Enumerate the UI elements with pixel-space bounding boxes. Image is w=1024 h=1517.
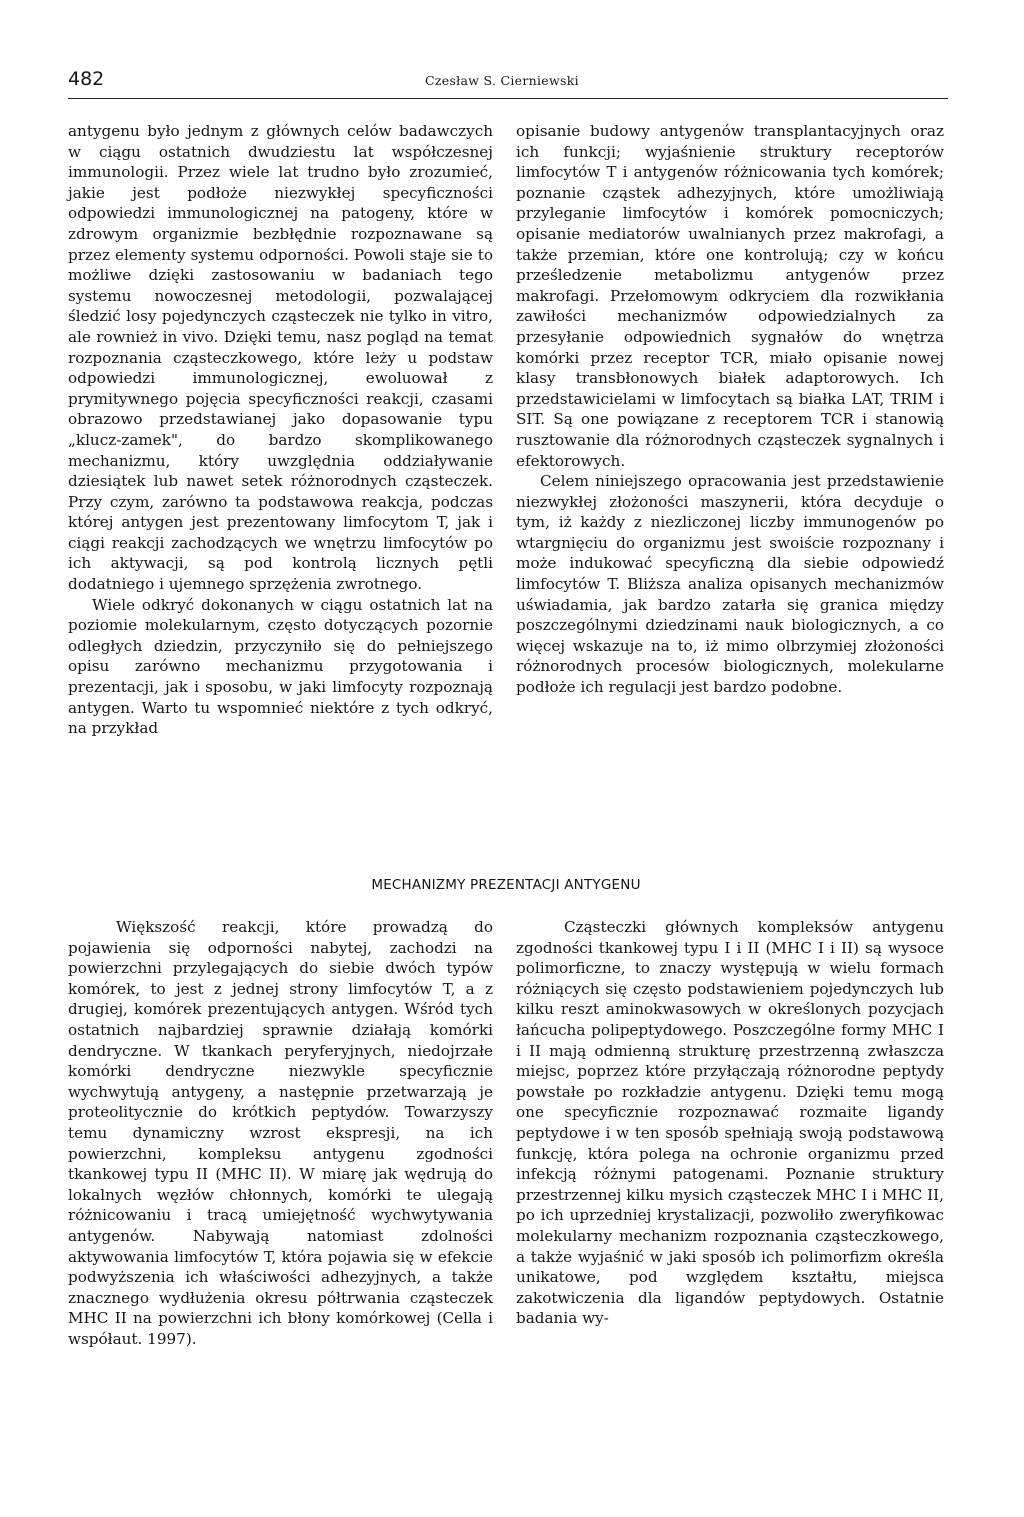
running-head-author: Czesław S. Cierniewski <box>425 73 579 88</box>
column-top-right <box>516 121 944 856</box>
paragraph: Wiele odkryć dokonanych w ciągu ostatnich lat na poziomie molekularnym, często dotyczących pozornie odległych dziedzin, przyczyniło się do pełniejszego opisu zarówno mechanizmu przygotowania i prezentacji, jak i sposobu, w jaki limfocyty rozpoznają antygen. Warto tu wspomnieć niektóre z tych odkryć, na przykład <box>68 595 493 738</box>
section-heading: MECHANIZMY PREZENTACJI ANTYGENU <box>371 877 641 893</box>
column-bottom-right <box>516 917 944 1507</box>
column-bottom-left <box>68 917 493 1507</box>
column-top-left <box>68 121 493 856</box>
paragraph: opisanie budowy antygenów transplantacyjnych oraz ich funkcji; wyjaśnienie struktury receptorów limfocytów T i antygenów różnicowania tych komórek; poznanie cząstek adhezyjnych, które umożliwiają przyleganie limfocytów i komórek pomocniczych; opisanie mediatorów uwalnianych przez makrofagi, a także przemian, które one kontrolują; czy w końcu prześledzenie metabolizmu antygenów przez makrofagi. Przełomowym odkryciem dla rozwikłania zawiłości mechanizmów odpowiedzialnych za przesyłanie odpowiednich sygnałów do wnętrza komórki przez receptor TCR, miało opisanie nowej klasy transbłonowych białek adaptorowych. Ich przedstawicielami w limfocytach są białka LAT, TRIM i SIT. Są one powiązane z receptorem TCR i stanowią rusztowanie dla różnorodnych cząsteczek sygnalnych i efektorowych. <box>516 122 944 470</box>
paragraph: Cząsteczki głównych kompleksów antygenu zgodności tkankowej typu I i II (MHC I i II) są wysoce polimorficzne, to znaczy występują w wielu formach różniących się często podstawieniem pojedynczych lub kilku reszt aminokwasowych w określonych pozycjach łańcucha polipeptydowego. Poszczególne formy MHC I i II mają odmienną strukturę przestrzenną zwłaszcza miejsc, poprzez które przyłączają różnorodne peptydy powstałe po rozkładzie antygenu. Dzięki temu mogą one specyficznie rozpoznawać rozmaite ligandy peptydowe i w ten sposób spełniają swoją podstawową funkcję, która polega na ochronie organizmu przed infekcją różnymi patogenami. Poznanie struktury przestrzennej kilku mysich cząsteczek MHC I i MHC II, po ich uprzedniej krystalizacji, pozwoliło zweryfikowac molekularny mechanizm rozpoznania cząsteczkowego, a także wyjaśnić w jaki sposób ich polimorfizm określa unikatowe, pod względem kształtu, miejsca zakotwiczenia dla ligandów peptydowych. Ostatnie badania wy- <box>516 918 944 1328</box>
paragraph: Celem niniejszego opracowania jest przedstawienie niezwykłej złożoności maszynerii, która decyduje o tym, iż każdy z niezliczonej liczby immunogenów po wtargnięciu do organizmu jest swoiście rozpoznany i może indukować specyficzną dla siebie odpowiedź limfocytów T. Bliższa analiza opisanych mechanizmów uświadamia, jak bardzo zatarła się granica między poszczególnymi dziedzinami nauk biologicznych, a co więcej wskazuje na to, iż mimo olbrzymiej złożoności różnorodnych procesów biologicznych, molekularne podłoże ich regulacji jest bardzo podobne. <box>516 472 944 697</box>
paragraph: Większość reakcji, które prowadzą do pojawienia się odporności nabytej, zachodzi na powierzchni przylegających do siebie dwóch typów komórek, to jest z jednej strony limfocytów T, a z drugiej, komórek prezentujących antygen. Wśród tych ostatnich najbardziej sprawnie działają komórki dendryczne. W tkankach peryferyjnych, niedojrzałe komórki dendryczne niezwykle specyficznie wychwytują antygeny, a następnie przetwarzają je proteolitycznie do krótkich peptydów. Towarzyszy temu dynamiczny wzrost ekspresji, na ich powierzchni, kompleksu antygenu zgodności tkankowej typu II (MHC II). W miarę jak wędrują do lokalnych węzłów chłonnych, komórki te ulegają różnicowaniu i tracą umiejętność wychwytywania antygenów. Nabywają natomiast zdolności aktywowania limfocytów T, która pojawia się w efekcie podwyższenia ich właściwości adhezyjnych, a także znacznego wydłużenia okresu półtrwania cząsteczek MHC II na powierzchni ich błony komórkowej (Cella i współaut. 1997). <box>68 918 493 1348</box>
paragraph: antygenu było jednym z głównych celów badawczych w ciągu ostatnich dwudziestu lat współczesnej immunologii. Przez wiele lat trudno było zrozumieć, jakie jest podłoże niezwykłej specyficzności odpowiedzi immunologicznej na patogeny, które w zdrowym organizmie bezbłędnie rozpoznawane są przez elementy systemu odporności. Powoli staje sie to możliwe dzięki zastosowaniu w badaniach tego systemu nowoczesnej metodologii, pozwalającej śledzić losy pojedynczych cząsteczek nie tylko in vitro, ale rownież in vivo. Dzięki temu, nasz pogląd na temat rozpoznania cząsteczkowego, które leży u podstaw odpowiedzi immunologicznej, ewoluował z prymitywnego pojęcia specyficzności reakcji, czasami obrazowo przedstawianej jako dopasowanie typu „klucz-zamek", do bardzo skomplikowanego mechanizmu, który uwzględnia oddziaływanie dziesiątek lub nawet setek różnorodnych cząsteczek. Przy czym, zarówno ta podstawowa reakcja, podczas której antygen jest prezentowany limfocytom T, jak i ciągi reakcji zachodzących we wnętrzu limfocytów po ich aktywacji, są pod kontrolą licznych pętli dodatniego i ujemnego sprzężenia zwrotnego. <box>68 122 493 594</box>
page-header <box>68 64 948 99</box>
page-number: 482 <box>68 68 105 90</box>
